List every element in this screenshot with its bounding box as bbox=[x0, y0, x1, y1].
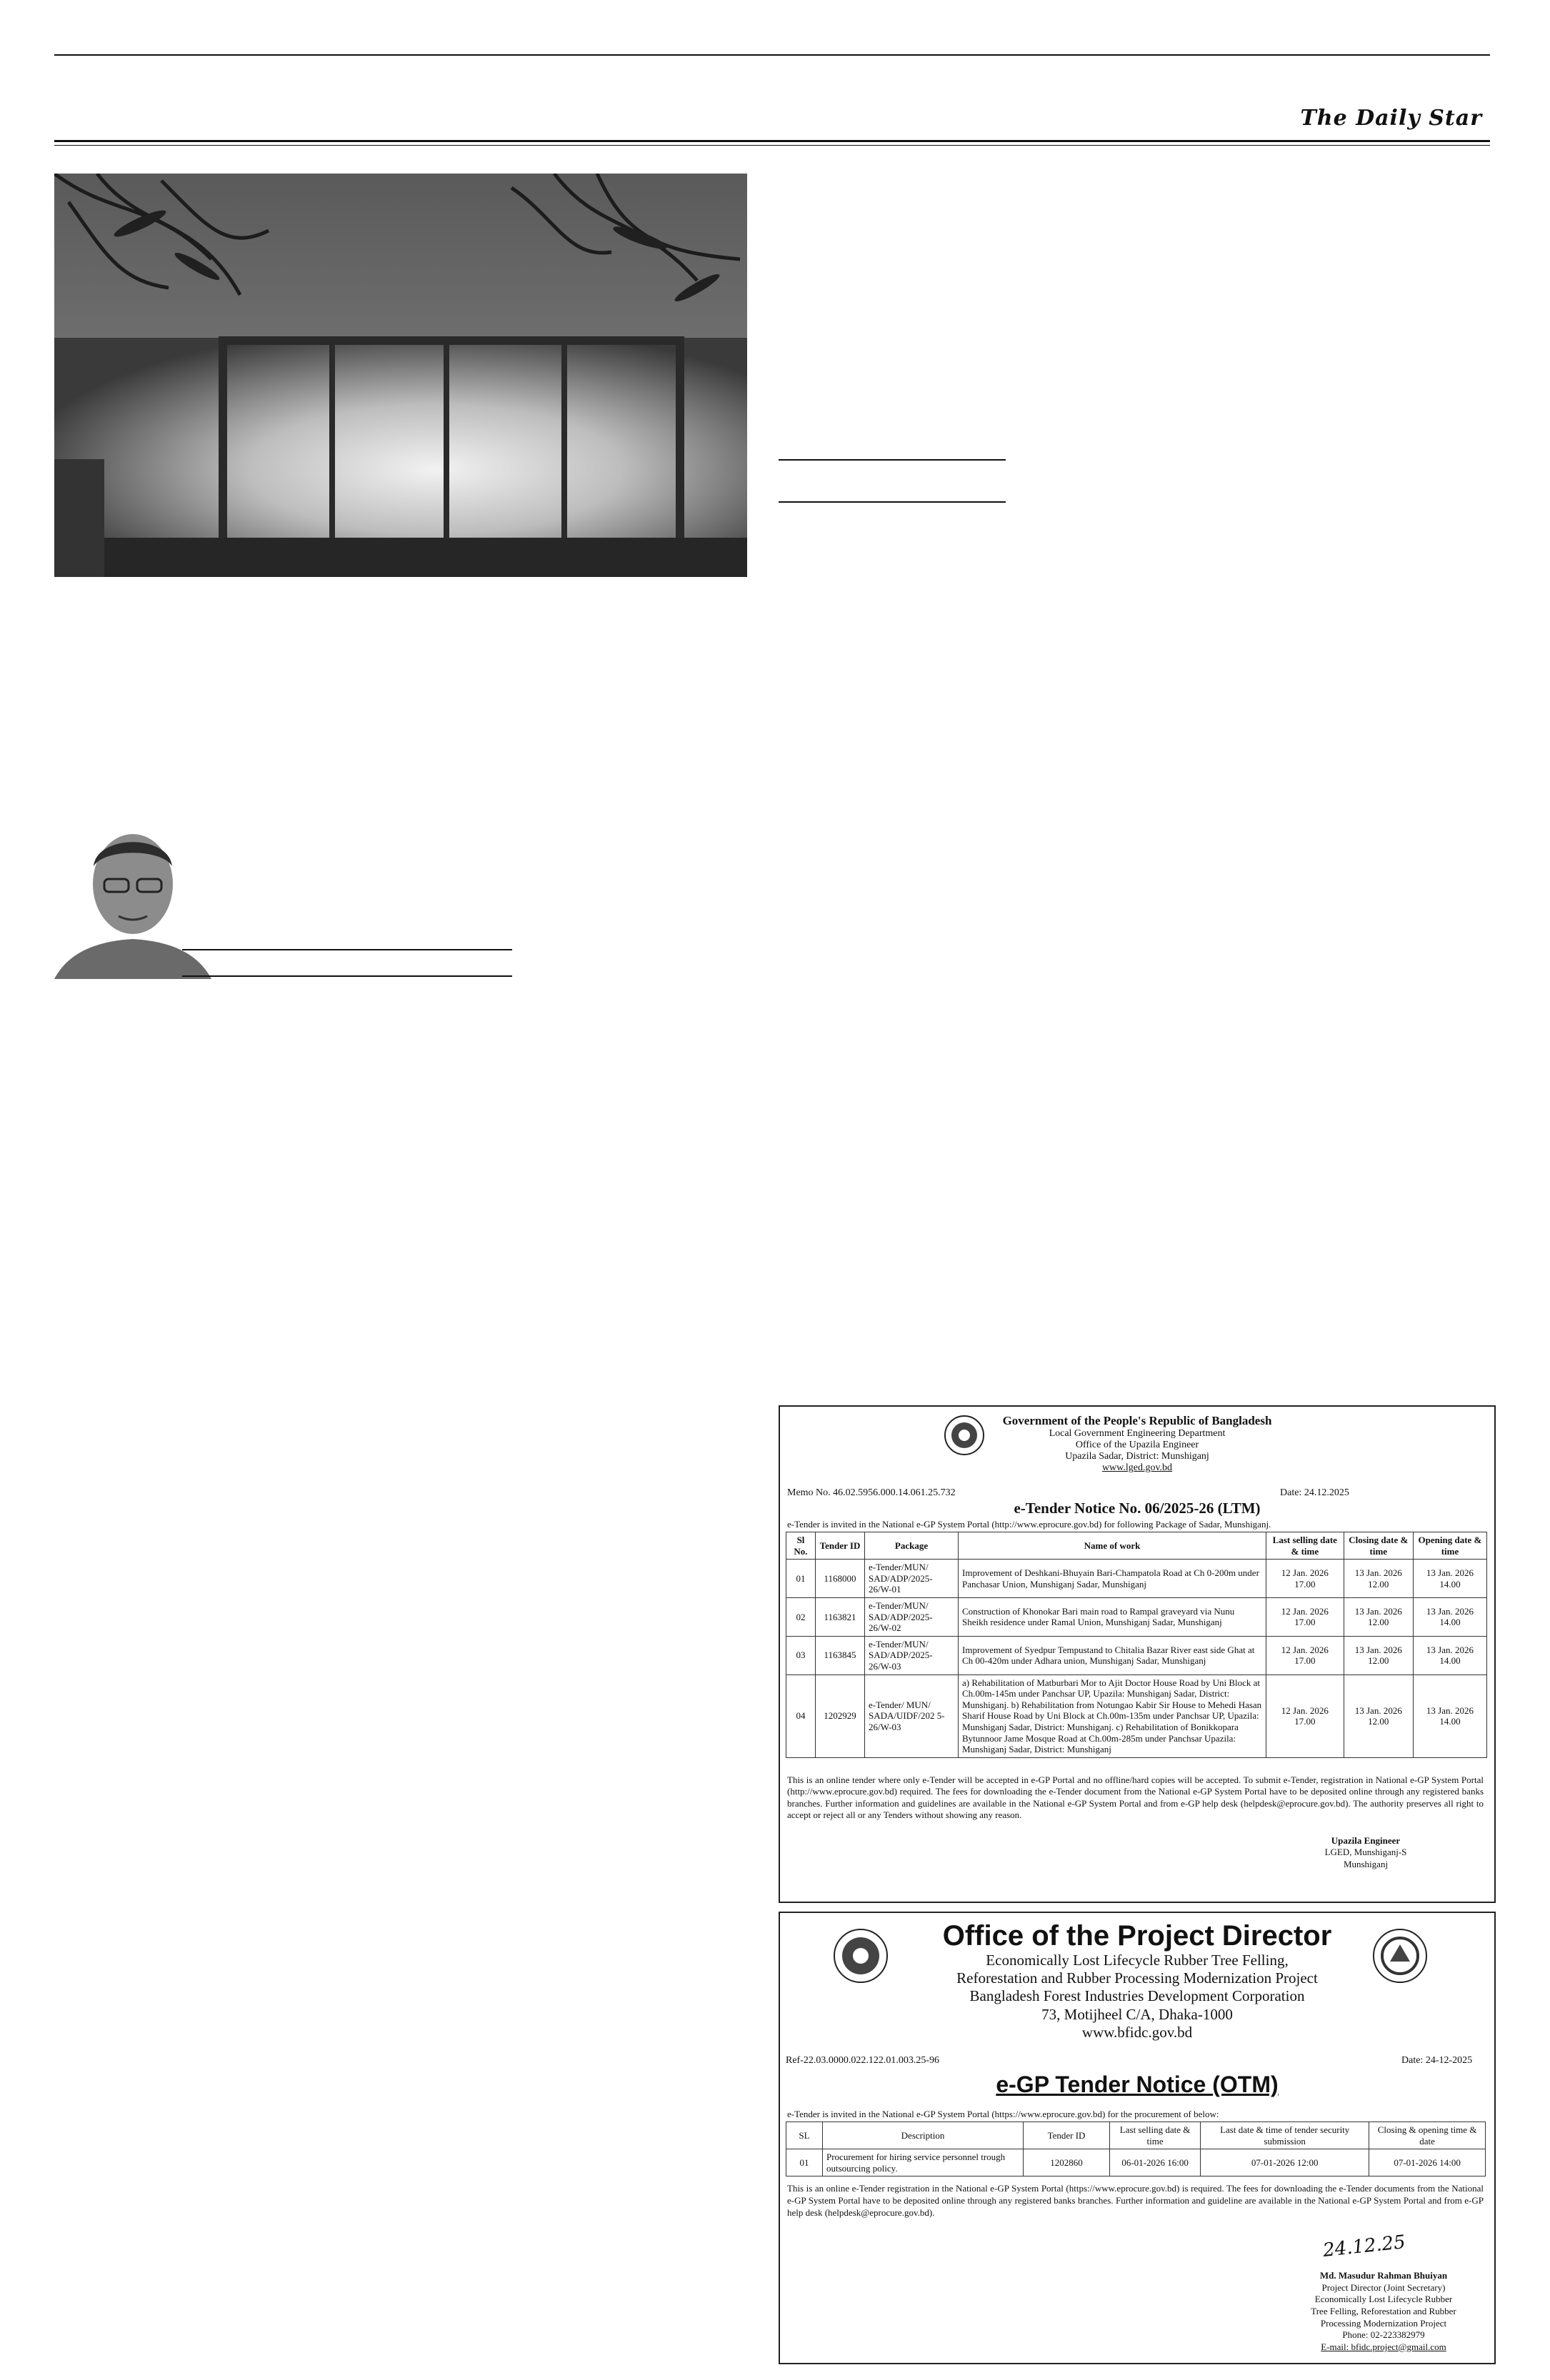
cell: 13 Jan. 2026 14.00 bbox=[1413, 1560, 1486, 1598]
ad2-col-security: Last date & time of tender security submission bbox=[1201, 2122, 1369, 2149]
ad1-col-opening: Opening date & time bbox=[1413, 1532, 1486, 1560]
ad1-table bbox=[786, 1532, 1487, 1758]
ad2-date: Date: 24-12-2025 bbox=[1401, 2055, 1473, 2066]
ad1-col-sl: Sl No. bbox=[786, 1532, 816, 1560]
ad2-line4: 73, Motijheel C/A, Dhaka-1000 bbox=[1041, 2005, 1233, 2023]
bfidc-tender-notice bbox=[779, 1912, 1496, 2364]
ad2-col-selling: Last selling date & time bbox=[1110, 2122, 1201, 2149]
cell: 1163845 bbox=[816, 1636, 865, 1674]
ad2-footer: This is an online e-Tender registration in the National e-GP System Portal (https://www.eprocure.gov.bd) is required. The fees for downloading the e-Tender documents from the National e-GP System Portal have to be deposited online through any registered banks branches. Further information and guideline are available in the National e-GP System Portal and from e-GP help desk (helpdesk@eprocure.gov.bd). bbox=[787, 2183, 1484, 2218]
cell: 12 Jan. 2026 17.00 bbox=[1266, 1636, 1344, 1674]
masthead-rule-1 bbox=[54, 140, 1490, 142]
ad2-title: Office of the Project Director bbox=[942, 1920, 1332, 1952]
cell: 01 bbox=[786, 2149, 823, 2176]
cell: a) Rehabilitation of Matburbari Mor to Ajit Doctor House Road by Uni Block at Ch.00m-145m under Panchsar UP, Upazila: Munshiganj Sadar, District: Munshiganj. b) Rehabilitation from Notungao Kabir Sir House to Mehedi Hasan Sharif House Road by Uni Block at Ch.00m-135m under Panchsar UP, Upazila: Munshiganj Sadar, District: Munshiganj. c) Rehabilitation of Bonikkopara Bytunnoor Jame Mosque Road at Ch.00m-285m under Panchsar Upazila: Munshiganj Sadar, District: Munshiganj bbox=[959, 1674, 1266, 1757]
cell: e-Tender/MUN/ SAD/ADP/2025-26/W-01 bbox=[865, 1560, 959, 1598]
ad1-memo: Memo No. 46.02.5956.000.14.061.25.732 bbox=[787, 1487, 956, 1498]
ad1-date: Date: 24.12.2025 bbox=[1280, 1487, 1349, 1498]
ad2-sign-l1: Project Director (Joint Secretary) bbox=[1321, 2281, 1446, 2293]
ad2-col-description: Description bbox=[823, 2122, 1024, 2149]
table-row bbox=[786, 1560, 1487, 1598]
ad1-sign-org: LGED, Munshiganj-S bbox=[1324, 1847, 1407, 1858]
lged-tender-notice bbox=[779, 1405, 1496, 1903]
ad2-notice: e-GP Tender Notice (OTM) bbox=[996, 2072, 1279, 2097]
cell: e-Tender/MUN/ SAD/ADP/2025-26/W-03 bbox=[865, 1636, 959, 1674]
ad2-sign-l3: Tree Felling, Reforestation and Rubber bbox=[1311, 2305, 1456, 2316]
cell: 13 Jan. 2026 12.00 bbox=[1344, 1597, 1413, 1636]
ad2-col-sl: SL bbox=[786, 2122, 823, 2149]
columnist-portrait bbox=[54, 816, 211, 979]
masthead-rule-2 bbox=[54, 145, 1490, 146]
table-row bbox=[786, 1636, 1487, 1674]
cell: 07-01-2026 14:00 bbox=[1369, 2149, 1486, 2176]
cell: 12 Jan. 2026 17.00 bbox=[1266, 1674, 1344, 1757]
byline-rule-2 bbox=[182, 975, 512, 977]
fire-photo bbox=[54, 174, 747, 577]
ad2-line2: Reforestation and Rubber Processing Modernization Project bbox=[956, 1969, 1318, 1987]
cell: 07-01-2026 12:00 bbox=[1201, 2149, 1369, 2176]
ad2-table bbox=[786, 2122, 1486, 2176]
cell: 1202860 bbox=[1024, 2149, 1110, 2176]
ad2-table-header bbox=[786, 2122, 1486, 2149]
cell: 1163821 bbox=[816, 1597, 865, 1636]
cell: 03 bbox=[786, 1636, 816, 1674]
cell: 13 Jan. 2026 14.00 bbox=[1413, 1597, 1486, 1636]
ad1-sign-place: Munshiganj bbox=[1343, 1858, 1389, 1869]
ad2-sign-name: Md. Masudur Rahman Bhuiyan bbox=[1319, 2270, 1448, 2281]
ad1-intro: e-Tender is invited in the National e-GP System Portal (http://www.eprocure.gov.bd) for following Package of Sadar, Munshiganj. bbox=[787, 1519, 1271, 1530]
ad1-footer: This is an online tender where only e-Tender will be accepted in e-GP Portal and no offline/hard copies will be accepted. To submit e-Tender, registration in National e-GP System Portal (http://www.eprocure.gov.bd) required. The fees for downloading the e-Tender document from the National e-GP System Portal have to be deposited online through any registered banks branches. Further information and guidelines are available in the National e-GP System Portal and from e-GP help desk (helpdesk@eprocure.gov.bd). The authority preserves all right to accept or reject all or any Tenders without showing any reason. bbox=[787, 1774, 1484, 1820]
ad2-line3: Bangladesh Forest Industries Development Corporation bbox=[969, 1987, 1305, 2005]
ad1-col-selling: Last selling date & time bbox=[1266, 1532, 1344, 1560]
ad2-line1: Economically Lost Lifecycle Rubber Tree Felling, bbox=[986, 1952, 1289, 1969]
ad2-sign-l4: Processing Modernization Project bbox=[1320, 2317, 1447, 2329]
cell: Improvement of Syedpur Tempustand to Chitalia Bazar River east side Ghat at Ch 00-420m under Adhara union, Munshiganj Sadar, Munshiganj bbox=[959, 1636, 1266, 1674]
ad2-signature: 24.12.25 bbox=[1321, 2231, 1407, 2261]
portrait-graphic bbox=[54, 816, 211, 979]
ad1-gov: Government of the People's Republic of Bangladesh bbox=[1002, 1414, 1272, 1427]
cell: Improvement of Deshkani-Bhuyain Bari-Champatola Road at Ch 0-200m under Panchasar Union, Munshiganj Sadar, Munshiganj bbox=[959, 1560, 1266, 1598]
cell: 13 Jan. 2026 12.00 bbox=[1344, 1674, 1413, 1757]
ad1-title: e-Tender Notice No. 06/2025-26 (LTM) bbox=[1014, 1500, 1261, 1517]
ad1-col-work: Name of work bbox=[959, 1532, 1266, 1560]
cell: e-Tender/MUN/ SAD/ADP/2025-26/W-02 bbox=[865, 1597, 959, 1636]
fire-photo-graphic bbox=[54, 174, 747, 577]
ad2-sign-l2: Economically Lost Lifecycle Rubber bbox=[1314, 2294, 1453, 2305]
cell: e-Tender/ MUN/ SADA/UIDF/202 5-26/W-03 bbox=[865, 1674, 959, 1757]
table-row bbox=[786, 1597, 1487, 1636]
cell: 1168000 bbox=[816, 1560, 865, 1598]
cell: Procurement for hiring service personnel trough outsourcing policy. bbox=[823, 2149, 1024, 2176]
ad2-ref: Ref-22.03.0000.022.122.01.003.25-96 bbox=[786, 2055, 940, 2066]
ad1-web[interactable]: www.lged.gov.bd bbox=[1101, 1462, 1173, 1473]
cell: Construction of Khonokar Bari main road to Rampal graveyard via Nunu Sheikh residence under Ramal Union, Munshiganj Sadar, Munshiganj bbox=[959, 1597, 1266, 1636]
ad2-col-tender-id: Tender ID bbox=[1024, 2122, 1110, 2149]
top-rule bbox=[54, 54, 1490, 56]
cell: 13 Jan. 2026 12.00 bbox=[1344, 1636, 1413, 1674]
cell: 06-01-2026 16:00 bbox=[1110, 2149, 1201, 2176]
cell: 12 Jan. 2026 17.00 bbox=[1266, 1597, 1344, 1636]
cell: 13 Jan. 2026 14.00 bbox=[1413, 1636, 1486, 1674]
ad2-col-closing: Closing & opening time & date bbox=[1369, 2122, 1486, 2149]
cell: 13 Jan. 2026 12.00 bbox=[1344, 1560, 1413, 1598]
ad1-dept: Local Government Engineering Department bbox=[1049, 1428, 1226, 1439]
ad1-location: Upazila Sadar, District: Munshiganj bbox=[1065, 1451, 1209, 1462]
cell: 1202929 bbox=[816, 1674, 865, 1757]
cell: 01 bbox=[786, 1560, 816, 1598]
masthead-logo: The Daily Star bbox=[1300, 106, 1482, 131]
ad2-email[interactable]: E-mail: bfidc.project@gmail.com bbox=[1321, 2341, 1446, 2352]
table-row bbox=[786, 2149, 1486, 2176]
ad1-sign-title: Upazila Engineer bbox=[1331, 1835, 1401, 1846]
ad2-web[interactable]: www.bfidc.gov.bd bbox=[1081, 2023, 1193, 2041]
ad1-col-tender-id: Tender ID bbox=[816, 1532, 865, 1560]
cell: 02 bbox=[786, 1597, 816, 1636]
cell: 12 Jan. 2026 17.00 bbox=[1266, 1560, 1344, 1598]
ad2-phone: Phone: 02-223382979 bbox=[1342, 2329, 1425, 2341]
ad1-table-header bbox=[786, 1532, 1487, 1560]
table-row bbox=[786, 1674, 1487, 1757]
column-rule-2 bbox=[779, 501, 1006, 503]
byline-rule-1 bbox=[182, 949, 512, 950]
ad1-office: Office of the Upazila Engineer bbox=[1075, 1440, 1199, 1450]
ad1-col-closing: Closing date & time bbox=[1344, 1532, 1413, 1560]
cell: 04 bbox=[786, 1674, 816, 1757]
cell: 13 Jan. 2026 14.00 bbox=[1413, 1674, 1486, 1757]
ad1-col-package: Package bbox=[865, 1532, 959, 1560]
ad2-intro: e-Tender is invited in the National e-GP System Portal (https://www.eprocure.gov.bd) for the procurement of below: bbox=[787, 2109, 1219, 2119]
column-rule-1 bbox=[779, 459, 1006, 461]
